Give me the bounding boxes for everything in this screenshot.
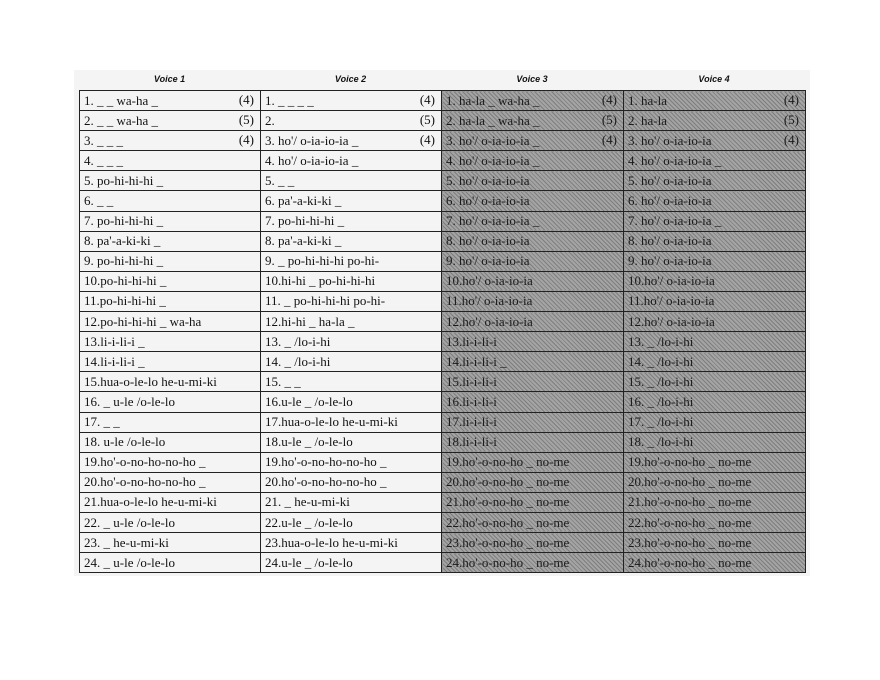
cell-text: 10.ho'/ o-ia-io-ia — [628, 273, 715, 289]
voice-3-cell — [442, 533, 624, 553]
cell-text: 18. _ /lo-i-hi — [628, 434, 694, 450]
voice-3-cell — [442, 553, 624, 573]
voice-4-cell — [624, 131, 806, 151]
cell-text: 18.li-i-li-i — [446, 434, 497, 450]
voice-4-cell — [624, 111, 806, 131]
voice-2-cell — [261, 332, 442, 352]
cell-text: 11.ho'/ o-ia-io-ia — [446, 293, 533, 309]
cell-text: 5. _ _ — [265, 172, 295, 188]
voice-3-cell — [442, 352, 624, 372]
beat-count: (4) — [238, 132, 254, 148]
voice-3-cell — [442, 452, 624, 472]
cell-text: 11. _ po-hi-hi-hi po-hi- — [265, 293, 386, 309]
voice-2-cell — [261, 432, 442, 452]
voice-2-cell — [261, 231, 442, 251]
cell-text: 13.li-i-li-i _ — [84, 333, 145, 349]
beat-count: (5) — [783, 112, 799, 128]
cell-text: 22.ho'-o-no-ho _ no-me — [446, 514, 570, 530]
voice-2-cell — [261, 352, 442, 372]
cell-text: 19.ho'-o-no-ho _ no-me — [628, 454, 752, 470]
cell-text: 14.li-i-li-i _ — [446, 353, 507, 369]
cell-text: 16. _ u-le /o-le-lo — [84, 393, 175, 409]
voice-1-cell — [80, 271, 261, 291]
cell-text: 17.hua-o-le-lo he-u-mi-ki — [265, 414, 398, 430]
beat-count: (4) — [601, 92, 617, 107]
table-row — [80, 472, 806, 492]
voice-1-cell — [80, 553, 261, 573]
voice-1-cell — [80, 392, 261, 412]
cell-text: 6. ho'/ o-ia-io-ia — [628, 193, 712, 209]
cell-text: 1. ha-la — [628, 92, 667, 108]
table-row — [80, 512, 806, 532]
cell-text: 21.hua-o-le-lo he-u-mi-ki — [84, 494, 217, 510]
cell-text: 19.ho'-o-no-ho _ no-me — [446, 454, 570, 470]
table-row — [80, 352, 806, 372]
voice-1-cell — [80, 332, 261, 352]
cell-text: 3. _ _ _ — [84, 132, 123, 148]
cell-text: 8. ho'/ o-ia-io-ia — [446, 233, 530, 249]
cell-text: 1. ha-la _ wa-ha _ — [446, 92, 540, 108]
cell-text: 4. _ _ _ — [84, 152, 123, 168]
voice-3-cell — [442, 91, 624, 111]
voice-1-cell — [80, 412, 261, 432]
cell-text: 3. ho'/ o-ia-io-ia — [628, 132, 712, 148]
voice-4-cell — [624, 171, 806, 191]
voice-2-cell — [261, 111, 442, 131]
cell-text: 9. po-hi-hi-hi _ — [84, 253, 164, 269]
voice-1-cell — [80, 191, 261, 211]
voice-2-header: Voice 2 — [334, 74, 367, 84]
table-row — [80, 332, 806, 352]
voice-header-row — [79, 70, 805, 88]
cell-text: 6. pa'-a-ki-ki _ — [265, 193, 342, 209]
voice-3-cell — [442, 291, 624, 311]
voice-1-cell — [80, 251, 261, 271]
voice-4-cell — [624, 151, 806, 171]
cell-text: 24.ho'-o-no-ho _ no-me — [628, 554, 752, 570]
beat-count: (5) — [601, 112, 617, 128]
voice-1-cell — [80, 312, 261, 332]
cell-text: 23.hua-o-le-lo he-u-mi-ki — [265, 534, 398, 550]
cell-text: 17.li-i-li-i — [446, 414, 497, 430]
cell-text: 17. _ /lo-i-hi — [628, 414, 694, 430]
cell-text: 5. ho'/ o-ia-io-ia — [446, 172, 530, 188]
cell-text: 4. ho'/ o-ia-io-ia _ — [265, 152, 359, 168]
voice-3-cell — [442, 191, 624, 211]
voice-2-cell — [261, 151, 442, 171]
cell-text: 21.ho'-o-no-ho _ no-me — [446, 494, 570, 510]
voice-2-cell — [261, 492, 442, 512]
cell-text: 6. _ _ — [84, 193, 114, 209]
table-row — [80, 432, 806, 452]
cell-text: 15.hua-o-le-lo he-u-mi-ki — [84, 373, 217, 389]
table-row — [80, 91, 806, 111]
table-row — [80, 111, 806, 131]
voice-2-cell — [261, 412, 442, 432]
cell-text: 1. _ _ wa-ha _ — [84, 92, 159, 108]
cell-text: 9. _ po-hi-hi-hi po-hi- — [265, 253, 380, 269]
voice-4-cell — [624, 91, 806, 111]
voice-2-cell — [261, 512, 442, 532]
voice-4-cell — [624, 191, 806, 211]
voice-4-header: Voice 4 — [698, 74, 730, 84]
voice-3-cell — [442, 472, 624, 492]
cell-text: 21. _ he-u-mi-ki — [265, 494, 350, 510]
voice-1-cell — [80, 291, 261, 311]
voice-4-cell — [624, 492, 806, 512]
voice-4-cell — [624, 251, 806, 271]
cell-text: 18.u-le _ /o-le-lo — [265, 434, 353, 450]
voice-3-cell — [442, 312, 624, 332]
cell-text: 10.hi-hi _ po-hi-hi-hi — [265, 273, 376, 289]
cell-text: 14. _ /lo-i-hi — [628, 353, 694, 369]
voice-4-cell — [624, 452, 806, 472]
beat-count: (5) — [238, 112, 254, 128]
cell-text: 12.ho'/ o-ia-io-ia — [446, 313, 533, 329]
table-row — [80, 171, 806, 191]
voice-3-cell — [442, 392, 624, 412]
table-row — [80, 271, 806, 291]
cell-text: 10.ho'/ o-ia-io-ia — [446, 273, 533, 289]
voice-4-cell — [624, 231, 806, 251]
cell-text: 2. _ _ wa-ha _ — [84, 112, 159, 128]
cell-text: 1. _ _ _ _ — [265, 92, 314, 108]
voice-table-body — [80, 91, 806, 573]
score-sheet — [74, 70, 810, 576]
voice-2-cell — [261, 312, 442, 332]
voice-1-cell — [80, 533, 261, 553]
voice-4-cell — [624, 472, 806, 492]
voice-2-cell — [261, 211, 442, 231]
cell-text: 8. pa'-a-ki-ki _ — [84, 233, 161, 249]
table-row — [80, 291, 806, 311]
cell-text: 20.ho'-o-no-ho-no-ho _ — [84, 474, 206, 490]
voice-1-header: Voice 1 — [153, 74, 186, 84]
cell-text: 21.ho'-o-no-ho _ no-me — [628, 494, 752, 510]
table-row — [80, 211, 806, 231]
voice-4-cell — [624, 533, 806, 553]
cell-text: 5. po-hi-hi-hi _ — [84, 172, 164, 188]
voice-3-cell — [442, 151, 624, 171]
beat-count: (4) — [783, 132, 799, 148]
cell-text: 23. _ he-u-mi-ki — [84, 534, 169, 550]
cell-text: 23.ho'-o-no-ho _ no-me — [628, 534, 752, 550]
cell-text: 11.po-hi-hi-hi _ — [84, 293, 166, 309]
voice-4-cell — [624, 432, 806, 452]
cell-text: 15. _ _ — [265, 373, 301, 389]
cell-text: 19.ho'-o-no-ho-no-ho _ — [265, 454, 387, 470]
cell-text: 15. _ /lo-i-hi — [628, 373, 694, 389]
voice-4-cell — [624, 412, 806, 432]
cell-text: 3. ho'/ o-ia-io-ia _ — [446, 132, 540, 148]
voice-2-cell — [261, 372, 442, 392]
cell-text: 4. ho'/ o-ia-io-ia _ — [628, 152, 722, 168]
voice-1-cell — [80, 432, 261, 452]
table-row — [80, 392, 806, 412]
voice-1-cell — [80, 91, 261, 111]
voice-4-cell — [624, 271, 806, 291]
cell-text: 8. pa'-a-ki-ki _ — [265, 233, 342, 249]
table-row — [80, 452, 806, 472]
voice-3-cell — [442, 271, 624, 291]
voice-4-cell — [624, 512, 806, 532]
table-row — [80, 553, 806, 573]
cell-text: 14.li-i-li-i _ — [84, 353, 145, 369]
voice-3-cell — [442, 412, 624, 432]
cell-text: 12.po-hi-hi-hi _ wa-ha — [84, 313, 202, 329]
voice-3-cell — [442, 432, 624, 452]
cell-text: 9. ho'/ o-ia-io-ia — [628, 253, 712, 269]
table-row — [80, 231, 806, 251]
cell-text: 16. _ /lo-i-hi — [628, 393, 694, 409]
voice-3-cell — [442, 251, 624, 271]
cell-text: 13.li-i-li-i — [446, 333, 497, 349]
voice-4-cell — [624, 352, 806, 372]
cell-text: 19.ho'-o-no-ho-no-ho _ — [84, 454, 206, 470]
voice-3-cell — [442, 332, 624, 352]
cell-text: 13. _ /lo-i-hi — [265, 333, 331, 349]
voice-3-cell — [442, 231, 624, 251]
voice-2-cell — [261, 392, 442, 412]
cell-text: 11.ho'/ o-ia-io-ia — [628, 293, 715, 309]
beat-count: (5) — [419, 112, 435, 128]
cell-text: 5. ho'/ o-ia-io-ia — [628, 172, 712, 188]
cell-text: 16.u-le _ /o-le-lo — [265, 393, 353, 409]
table-row — [80, 191, 806, 211]
table-row — [80, 131, 806, 151]
voice-4-cell — [624, 392, 806, 412]
voice-2-cell — [261, 91, 442, 111]
table-row — [80, 492, 806, 512]
voice-2-cell — [261, 472, 442, 492]
beat-count: (4) — [419, 92, 435, 107]
voice-2-cell — [261, 131, 442, 151]
cell-text: 22.ho'-o-no-ho _ no-me — [628, 514, 752, 530]
cell-text: 12.ho'/ o-ia-io-ia — [628, 313, 715, 329]
voice-1-cell — [80, 171, 261, 191]
cell-text: 6. ho'/ o-ia-io-ia — [446, 193, 530, 209]
voice-3-cell — [442, 492, 624, 512]
cell-text: 16.li-i-li-i — [446, 393, 497, 409]
voice-4-cell — [624, 291, 806, 311]
voice-1-cell — [80, 452, 261, 472]
voice-4-cell — [624, 553, 806, 573]
cell-text: 10.po-hi-hi-hi _ — [84, 273, 167, 289]
cell-text: 7. po-hi-hi-hi _ — [265, 213, 345, 229]
beat-count: (4) — [601, 132, 617, 148]
voice-3-cell — [442, 171, 624, 191]
cell-text: 17. _ _ — [84, 414, 120, 430]
voice-2-cell — [261, 291, 442, 311]
beat-count: (4) — [238, 92, 254, 107]
cell-text: 8. ho'/ o-ia-io-ia — [628, 233, 712, 249]
cell-text: 2. ha-la — [628, 112, 667, 128]
cell-text: 7. ho'/ o-ia-io-ia _ — [446, 213, 540, 229]
voice-3-cell — [442, 372, 624, 392]
voice-2-cell — [261, 251, 442, 271]
voice-1-cell — [80, 111, 261, 131]
voice-4-cell — [624, 211, 806, 231]
voice-4-cell — [624, 332, 806, 352]
voice-3-cell — [442, 512, 624, 532]
voice-2-cell — [261, 271, 442, 291]
cell-text: 3. ho'/ o-ia-io-ia _ — [265, 132, 359, 148]
voice-1-cell — [80, 372, 261, 392]
cell-text: 22.u-le _ /o-le-lo — [265, 514, 353, 530]
cell-text: 18. u-le /o-le-lo — [84, 434, 166, 450]
cell-text: 24. _ u-le /o-le-lo — [84, 554, 175, 570]
table-row — [80, 312, 806, 332]
voice-1-cell — [80, 151, 261, 171]
cell-text: 23.ho'-o-no-ho _ no-me — [446, 534, 570, 550]
voice-1-cell — [80, 472, 261, 492]
voice-1-cell — [80, 512, 261, 532]
voice-2-cell — [261, 171, 442, 191]
cell-text: 20.ho'-o-no-ho _ no-me — [446, 474, 570, 490]
table-row — [80, 372, 806, 392]
cell-text: 2. — [265, 112, 275, 128]
voice-3-cell — [442, 211, 624, 231]
voice-table — [79, 90, 806, 573]
voice-1-cell — [80, 211, 261, 231]
cell-text: 15.li-i-li-i — [446, 373, 497, 389]
cell-text: 22. _ u-le /o-le-lo — [84, 514, 175, 530]
voice-2-cell — [261, 533, 442, 553]
cell-text: 12.hi-hi _ ha-la _ — [265, 313, 355, 329]
table-row — [80, 151, 806, 171]
cell-text: 7. po-hi-hi-hi _ — [84, 213, 164, 229]
voice-3-cell — [442, 131, 624, 151]
cell-text: 24.ho'-o-no-ho _ no-me — [446, 554, 570, 570]
voice-4-cell — [624, 372, 806, 392]
voice-1-cell — [80, 231, 261, 251]
table-row — [80, 412, 806, 432]
table-row — [80, 251, 806, 271]
voice-1-cell — [80, 131, 261, 151]
cell-text: 13. _ /lo-i-hi — [628, 333, 694, 349]
voice-2-cell — [261, 553, 442, 573]
beat-count: (4) — [419, 132, 435, 148]
voice-2-cell — [261, 452, 442, 472]
cell-text: 14. _ /lo-i-hi — [265, 353, 331, 369]
voice-4-cell — [624, 312, 806, 332]
voice-3-header: Voice 3 — [516, 74, 548, 84]
voice-2-cell — [261, 191, 442, 211]
cell-text: 7. ho'/ o-ia-io-ia _ — [628, 213, 722, 229]
cell-text: 24.u-le _ /o-le-lo — [265, 554, 353, 570]
cell-text: 2. ha-la _ wa-ha _ — [446, 112, 540, 128]
voice-3-cell — [442, 111, 624, 131]
voice-1-cell — [80, 492, 261, 512]
cell-text: 4. ho'/ o-ia-io-ia _ — [446, 152, 540, 168]
cell-text: 20.ho'-o-no-ho-no-ho _ — [265, 474, 387, 490]
cell-text: 9. ho'/ o-ia-io-ia — [446, 253, 530, 269]
cell-text: 20.ho'-o-no-ho _ no-me — [628, 474, 752, 490]
beat-count: (4) — [783, 92, 799, 107]
voice-1-cell — [80, 352, 261, 372]
table-row — [80, 533, 806, 553]
